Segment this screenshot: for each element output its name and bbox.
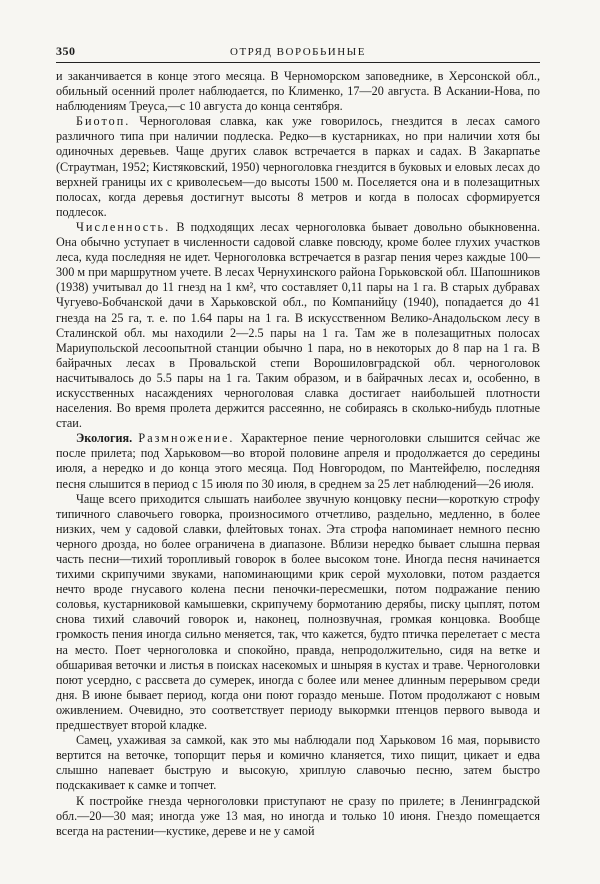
paragraph (56, 492, 540, 734)
paragraph-text: Характерное пение черноголовки слышится сейчас же после прилета; под Харьковом—во второй половине апреля и продолжается до середины июля, а нередко и до конца этого месяца. Под Новгородом, по Мантейфелю, последняя песня слышится в период с 15 июля по 30 июля, в среднем за 25 лет наблюдений—26 июля. (56, 431, 540, 491)
paragraph-text: Черноголовая славка, как уже говорилось, гнездится в лесах самого различного типа при наличии подлеска. Редко—в кустарниках, но при наличии хотя бы одиночных деревьев. Чаще других славок встречается в парках и садах. В Закарпатье (Страутман, 1952; Кистяковский, 1950) черноголовка гнездится в буковых и еловых лесах до верхней границы их с криволесьем—до высоты 1500 м. Поселяется она и в полезащитных полосах, когда деревья достигнут высоты 8 метров и когда в полосах сформируется подлесок. (56, 114, 540, 219)
paragraph (56, 69, 540, 114)
subsection-lead: Размножение. (138, 431, 235, 446)
body-text (56, 69, 540, 839)
paragraph-text: К постройке гнезда черноголовки приступают не сразу по прилете; в Ленинградской обл.—20—30 мая; иногда уже 13 мая, но иногда и только 10 июня. Гнездо помещается всегда на растении—кустике, дереве и не у самой (56, 793, 540, 838)
paragraph-text: и заканчивается в конце этого месяца. В Черноморском заповеднике, в Херсонской обл., обильный осенний пролет наблюдается, по Клименко, 17—20 августа. В Аскании-Нова, по наблюдениям Треуса,—с 10 августа до конца сентября. (56, 69, 540, 114)
section-lead: Численность. (76, 219, 171, 234)
paragraph-abundance (56, 220, 540, 431)
paragraph (56, 794, 540, 839)
paragraph-biotope (56, 114, 540, 220)
paragraph-text: Чаще всего приходится слышать наиболее звучную концовку песни—короткую строфу типичного славочьего говорка, произносимого отчетливо, раздельно, медленно, в более низких, чем у садовой славки, флейтовых тонах. Эта строфа напоминает немного песню черного дрозда, но более ограничена в диапазоне. Вблизи нередко бывает слышна первая часть песни—тихий торопливый говорок в более высоком тоне. Иногда песня начинается тихими скрипучими звуками, напоминающими крик серой мухоловки, потом раздается нечто вроде гнусавого колена песни пеночки-пересмешки, потом подражание пению соловья, кустарниковой камышевки, скрипучему бормотанию дерябы, писку цыплят, потом снова тихий славочий говорок и, наконец, полнозвучная, громкая концовка. Вообще громкость пения иногда сильно меняется, так, что кажется, будто птичка перелетает с места на место. Поет черноголовка и спокойно, правда, непродолжительно, сидя на ветке и обшаривая веточки и листья в поисках насекомых и шныряя в кустах и траве. Черноголовки поют усердно, с рассвета до сумерек, иногда с более или менее длинным перерывом среди дня. В июне бывает период, когда они поют гораздо меньше. Потом продолжают с новым оживлением. Очевидно, это соответствует периоду выкормки птенцов первого вывода и предшествует второй кладке. (56, 491, 540, 733)
paragraph-text: В подходящих лесах черноголовка бывает довольно обыкновенна. Она обычно уступает в численности садовой славке повсюду, кроме более глухих участков леса, куда последняя не идет. Черноголовка встречается в разгар пения через каждые 100—300 м при маршрутном учете. В лесах Чернухинского района Горьковской обл. Шапошников (1938) учитывал до 11 гнезд на 1 км², что составляет 0,11 пары на 1 га. В старых дубравах Чугуево-Бобчанской дачи в Харьковской обл., по Компанийцу (1940), попадается до 41 гнезда на 25 га, т. е. по 1.64 пары на 1 га. В искусственном Велико-Анадольском лесу в Сталинской обл. мы находили 2—2.5 пары на 1 га. Там же в полезащитных полосах Мариупольской лесоопытной станции обычно 1 пара, но в некоторых до 8 пар на 1 га. В байрачных лесах в Провальской степи Ворошиловградской обл. черноголовок насчитывалось до 5.5 пары на 1 га. Таким образом, и в байрачных лесах и, особенно, в искусственных насаждениях черноголовая славка достигает наибольшей плотности населения. Во время пролета держится рассеянно, не собираясь в сколько-нибудь плотные стаи. (56, 219, 540, 431)
section-lead: Биотоп. (76, 114, 131, 129)
section-heading: Экология. (76, 431, 133, 446)
running-header (56, 44, 540, 63)
paragraph-ecology (56, 431, 540, 491)
page-number: 350 (56, 44, 76, 58)
paragraph-text: Самец, ухаживая за самкой, как это мы наблюдали под Харьковом 16 мая, порывисто вертится на веточке, топорщит перья и комично кланяется, тихо пищит, цикает и едва слышно напевает быструю и высокую, хриплую славочью песню, затем быстро подскакивает к самке и топчет. (56, 733, 540, 793)
running-title: ОТРЯД ВОРОБЬИНЫЕ (230, 46, 366, 58)
paragraph (56, 733, 540, 793)
